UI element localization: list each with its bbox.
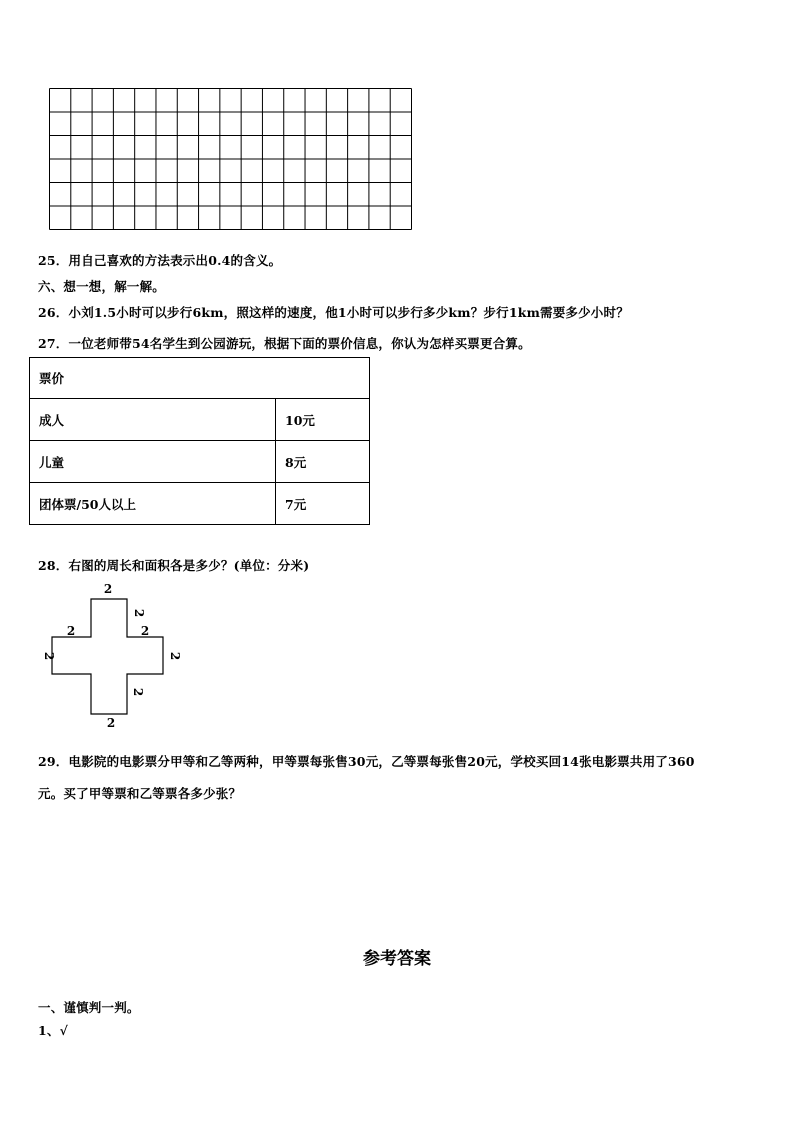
dimension-label: 2 bbox=[132, 608, 146, 618]
dimension-label: 2 bbox=[106, 716, 116, 730]
dimension-label: 2 bbox=[140, 624, 150, 638]
question-27: 27．一位老师带54名学生到公园游玩，根据下面的票价信息，你认为怎样买票更合算。 bbox=[38, 336, 531, 351]
question-28: 28．右图的周长和面积各是多少？(单位：分米) bbox=[38, 558, 310, 573]
answer-key-title: 参考答案 bbox=[363, 949, 431, 969]
ticket-price-cell: 8元 bbox=[276, 441, 370, 483]
ticket-type-cell: 团体票/50人以上 bbox=[30, 483, 276, 525]
table-row bbox=[30, 441, 370, 483]
table-row bbox=[30, 483, 370, 525]
dimension-label: 2 bbox=[131, 687, 145, 697]
dimension-label: 2 bbox=[168, 651, 182, 661]
ticket-price-cell: 10元 bbox=[276, 399, 370, 441]
ticket-price-cell: 7元 bbox=[276, 483, 370, 525]
question-29-line-2: 元。买了甲等票和乙等票各多少张？ bbox=[38, 786, 242, 801]
ticket-type-cell: 儿童 bbox=[30, 441, 276, 483]
section-6-heading: 六、想一想，解一解。 bbox=[38, 279, 166, 294]
dimension-label: 2 bbox=[103, 582, 113, 596]
table-header-cell: 票价 bbox=[30, 358, 370, 399]
table-row bbox=[30, 399, 370, 441]
question-26: 26．小刘1.5小时可以步行6km，照这样的速度，他1小时可以步行多少km？步行1km需要多少小时？ bbox=[38, 305, 629, 320]
question-29-line-1: 29．电影院的电影票分甲等和乙等两种，甲等票每张售30元，乙等票每张售20元，学校买回14张电影票共用了360 bbox=[38, 754, 695, 769]
dimension-label: 2 bbox=[66, 624, 76, 638]
ticket-price-table bbox=[29, 357, 370, 525]
cross-shape-figure bbox=[36, 578, 186, 733]
ticket-type-cell: 成人 bbox=[30, 399, 276, 441]
answer-1: 1、√ bbox=[38, 1023, 69, 1038]
square-grid bbox=[49, 88, 412, 230]
question-25: 25．用自己喜欢的方法表示出0.4的含义。 bbox=[38, 253, 282, 268]
dimension-label: 2 bbox=[42, 651, 56, 661]
table-header-row bbox=[30, 358, 370, 399]
answer-section-1-heading: 一、谨慎判一判。 bbox=[38, 1000, 140, 1015]
